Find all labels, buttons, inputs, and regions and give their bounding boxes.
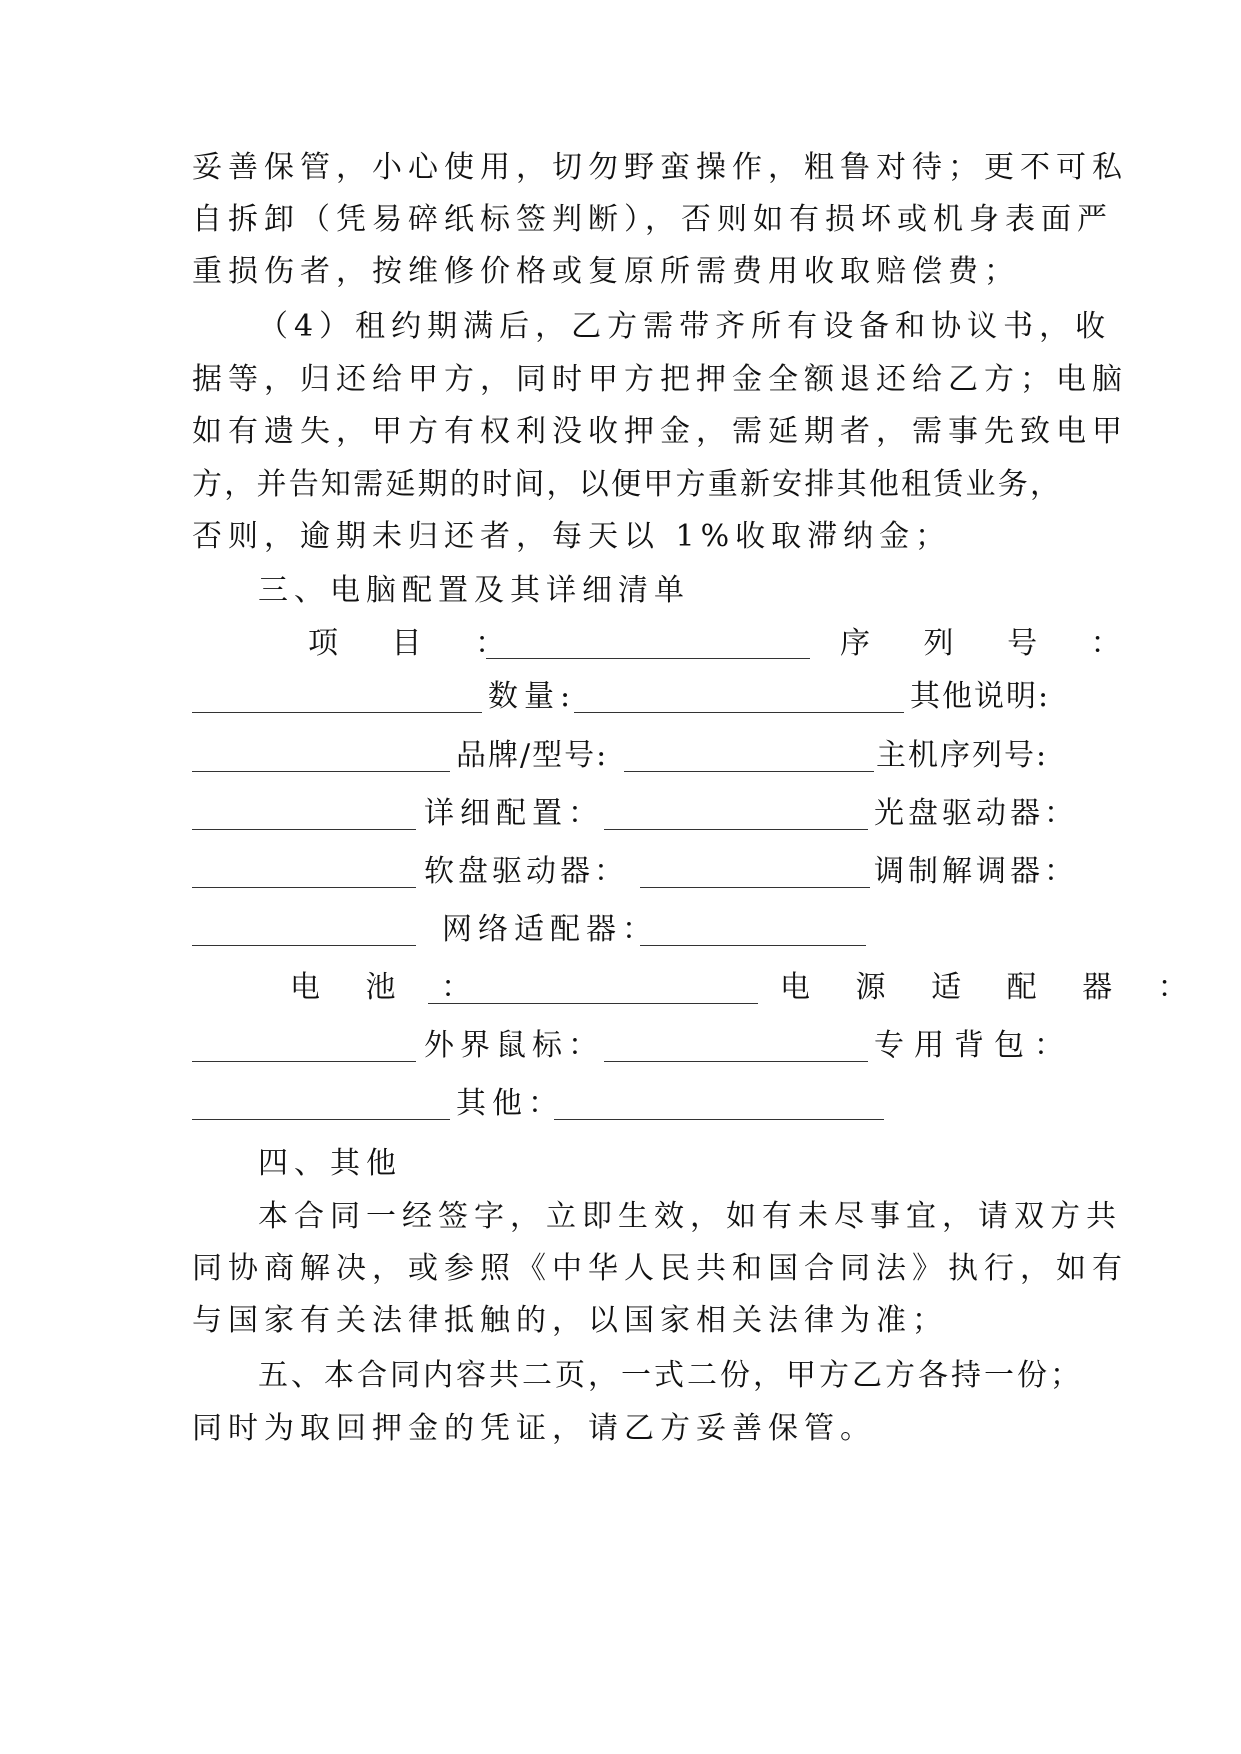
form-label-cd-drive: 光盘驱动器：: [874, 796, 1078, 831]
form-label-mouse: 外界鼠标：: [424, 1028, 604, 1063]
blank-modem: [192, 945, 416, 946]
form-label-serial: 序 列 号 ：: [840, 626, 1143, 661]
form-label-other: 其他：: [456, 1086, 564, 1121]
text-line: 如有遗失，甲方有权利没收押金，需延期者，需事先致电甲: [192, 414, 1128, 449]
blank-battery: [428, 1003, 758, 1004]
form-label-item: 项 目 ：: [308, 626, 528, 661]
text-line: 否则，逾期未归还者，每天以 1%收取滞纳金；: [192, 519, 952, 554]
text-line: （4）租约期满后，乙方需带齐所有设备和协议书，收: [258, 309, 1112, 344]
blank-detail-config: [604, 829, 868, 830]
text-line: 据等，归还给甲方，同时甲方把押金全额退还给乙方；电脑: [192, 362, 1128, 397]
text-line: 重损伤者，按维修价格或复原所需费用收取赔偿费；: [192, 254, 1020, 289]
blank-quantity: [574, 712, 904, 713]
text-line: 与国家有关法律抵触的，以国家相关法律为准；: [192, 1303, 948, 1338]
form-label-other-desc: 其他说明:: [910, 679, 1051, 714]
blank-brand-model: [624, 771, 874, 772]
form-label-bag: 专用背包：: [874, 1028, 1074, 1063]
form-label-quantity: 数量:: [488, 679, 577, 714]
blank-mouse: [604, 1061, 868, 1062]
text-line: 五、本合同内容共二页，一式二份，甲方乙方各持一份；: [258, 1358, 1083, 1393]
form-label-battery: 电 池 ：: [290, 970, 490, 1005]
blank-network-adapter: [640, 945, 866, 946]
form-label-floppy-drive: 软盘驱动器：: [424, 854, 628, 889]
blank-floppy-drive: [640, 887, 870, 888]
text-line: 本合同一经签字，立即生效，如有未尽事宜，请双方共: [258, 1199, 1122, 1234]
form-label-network-adapter: 网络适配器：: [442, 912, 658, 947]
blank-other: [554, 1119, 884, 1120]
blank-bag: [192, 1119, 450, 1120]
text-line: 同时为取回押金的凭证，请乙方妥善保管。: [192, 1411, 876, 1446]
form-label-detail-config: 详细配置：: [424, 796, 604, 831]
blank-item: [486, 658, 810, 659]
text-line: 同协商解决，或参照《中华人民共和国合同法》执行，如有: [192, 1251, 1128, 1286]
form-label-power-adapter: 电 源 适 配 器 ：: [780, 970, 1206, 1005]
form-label-brand-model: 品牌/型号:: [456, 738, 609, 773]
form-label-modem: 调制解调器：: [874, 854, 1078, 889]
text-line: 方，并告知需延期的时间，以便甲方重新安排其他租赁业务，: [192, 467, 1062, 502]
section-title: 四、其他: [258, 1146, 402, 1181]
blank-serial: [192, 712, 482, 713]
blank-other-desc: [192, 771, 450, 772]
blank-cd-drive: [192, 887, 416, 888]
form-label-host-serial: 主机序列号:: [876, 738, 1049, 773]
text-line: 自拆卸（凭易碎纸标签判断），否则如有损坏或机身表面严: [192, 202, 1113, 237]
text-line: 妥善保管，小心使用，切勿野蛮操作，粗鲁对待；更不可私: [192, 150, 1128, 185]
blank-power-adapter: [192, 1061, 416, 1062]
blank-host-serial: [192, 829, 416, 830]
section-title: 三、电脑配置及其详细清单: [258, 573, 690, 608]
